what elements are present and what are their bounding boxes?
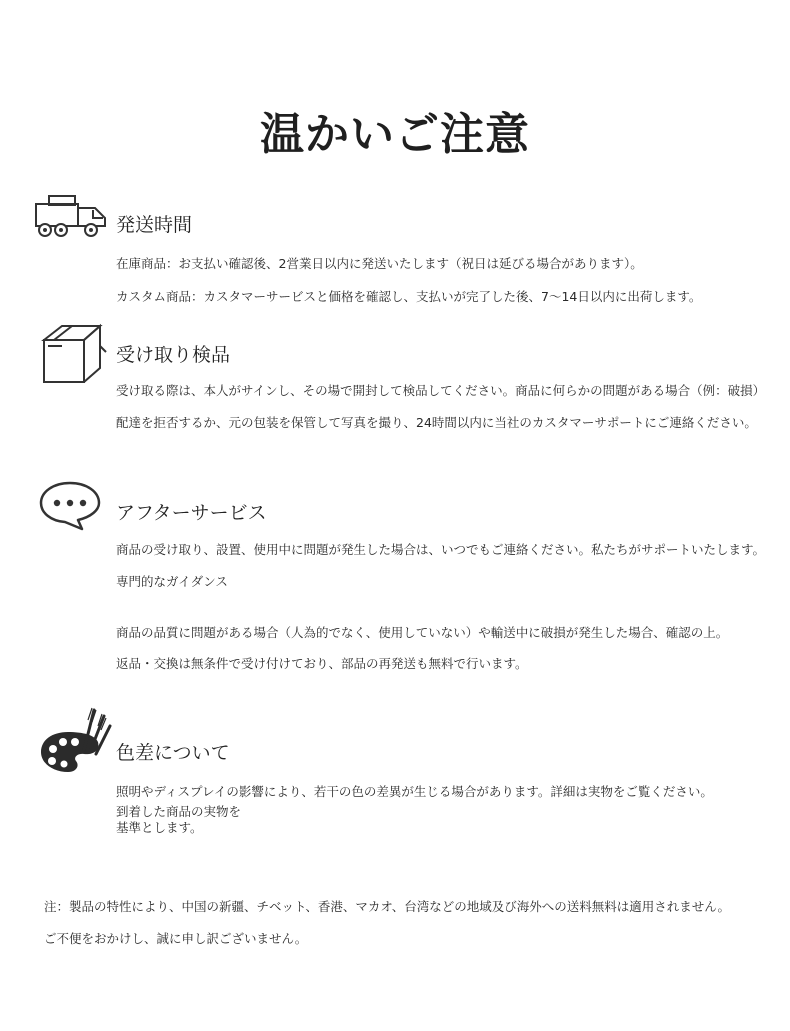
shipping-line-stock: 在庫商品：お支払い確認後、2営業日以内に発送いたします（祝日は延びる場合があります）。: [116, 256, 643, 271]
shipping-line-custom: カスタム商品：カスタマーサービスと価格を確認し、支払いが完了した後、7〜14日以内に出荷します。: [116, 289, 702, 304]
color-line-standard: 基準とします。: [116, 820, 203, 835]
chat-bubble-icon: [38, 479, 102, 531]
inspection-line-sign: 受け取る際は、本人がサインし、その場で開封して検品してください。商品に何らかの問題がある場合（例：破損）: [116, 383, 766, 398]
box-icon: [40, 322, 110, 388]
section-heading-after-service: アフターサービス: [116, 502, 267, 524]
inspection-line-refuse: 配達を拒否するか、元の包装を保管して写真を撮り、24時間以内に当社のカスタマーサポートにご連絡ください。: [116, 415, 757, 430]
service-line-contact: 商品の受け取り、設置、使用中に問題が発生した場合は、いつでもご連絡ください。私たちがサポートいたします。: [116, 542, 766, 557]
page-title: 温かいご注意: [260, 109, 530, 160]
color-line-actual: 到着した商品の実物を: [116, 804, 242, 819]
service-line-quality: 商品の品質に問題がある場合（人為的でなく、使用していない）や輸送中に破損が発生した場合、確認の上。: [116, 625, 729, 640]
palette-icon: [38, 704, 114, 774]
service-line-return: 返品・交換は無条件で受け付けており、部品の再発送も無料で行います。: [116, 656, 528, 671]
service-line-guidance: 専門的なガイダンス: [116, 574, 228, 589]
note-apology: ご不便をおかけし、誠に申し訳ございません。: [44, 931, 308, 946]
note-shipping-exclusion: 注：製品の特性により、中国の新疆、チベット、香港、マカオ、台湾などの地域及び海外への送料無料は適用されません。: [44, 899, 731, 914]
section-heading-shipping: 発送時間: [116, 214, 193, 236]
color-line-display: 照明やディスプレイの影響により、若干の色の差異が生じる場合があります。詳細は実物をご覧ください。: [116, 784, 713, 799]
section-heading-inspection: 受け取り検品: [116, 344, 231, 366]
truck-icon: [33, 194, 113, 240]
section-heading-color: 色差について: [116, 742, 230, 764]
